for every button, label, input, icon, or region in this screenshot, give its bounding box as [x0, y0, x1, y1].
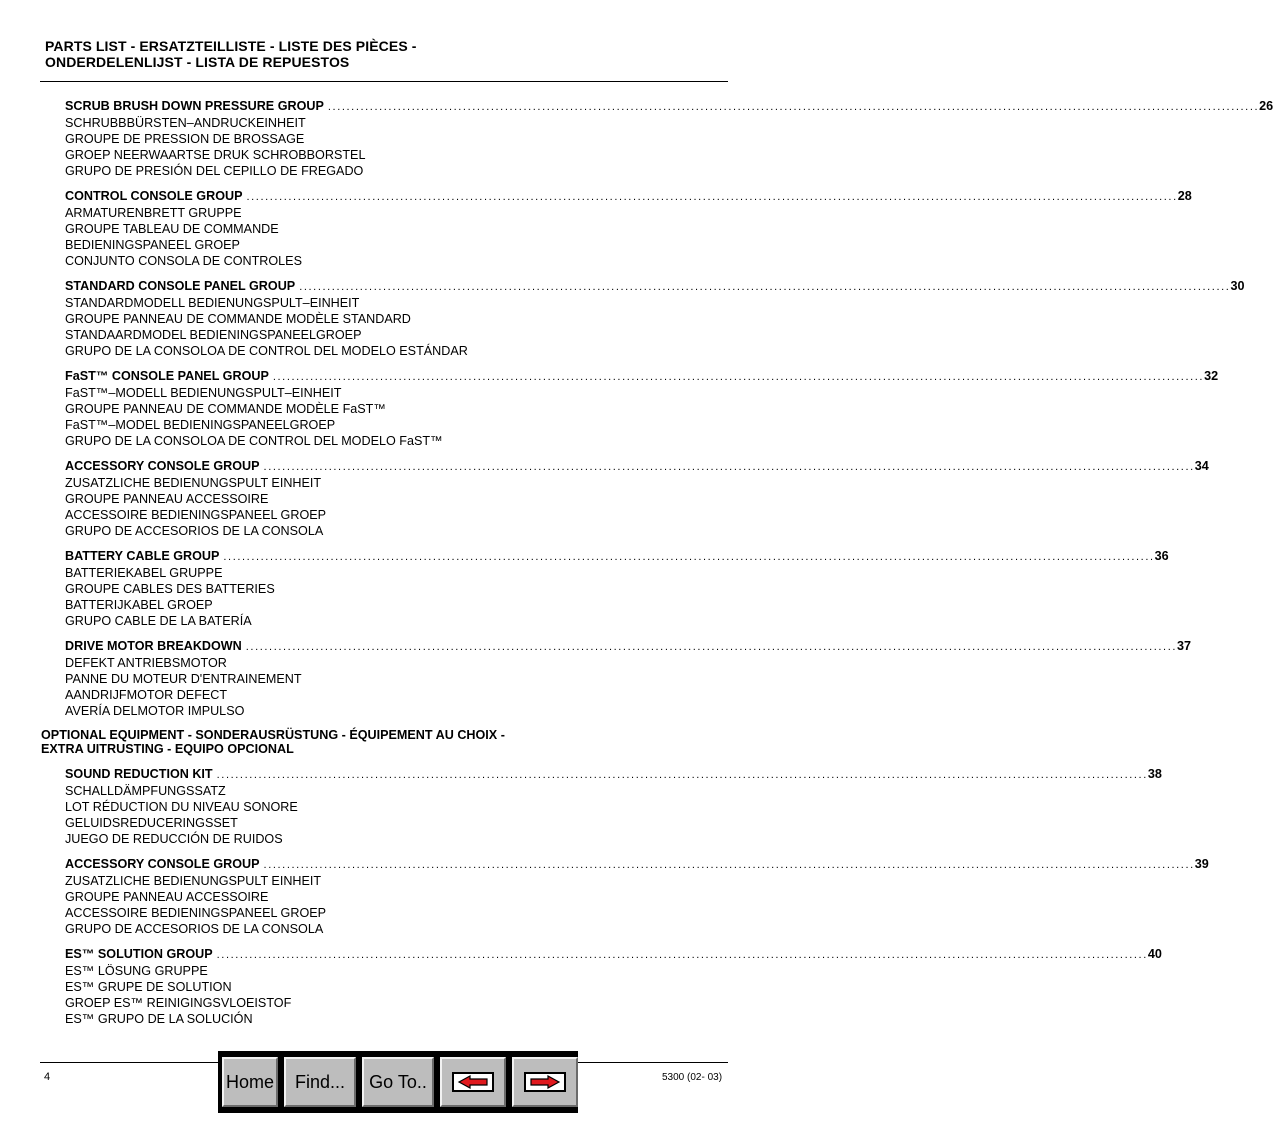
next-page-button[interactable]: [512, 1057, 578, 1107]
dot-leader: ........................................................................................................................................................................................................: [223, 551, 1155, 563]
toc-entry-translation: ES™ GRUPO DE LA SOLUCIÓN: [65, 1012, 253, 1026]
header-divider: [40, 81, 728, 82]
toc-entry-page: 26: [1259, 99, 1273, 113]
footer-divider-right: [578, 1062, 728, 1063]
toc-entry-title: SCRUB BRUSH DOWN PRESSURE GROUP: [65, 99, 324, 113]
toc-entry-title: SOUND REDUCTION KIT: [65, 767, 213, 781]
previous-page-button[interactable]: [440, 1057, 506, 1107]
toc-entry-page: 37: [1177, 639, 1192, 653]
toc-entry-page: 34: [1194, 459, 1209, 473]
toc-entry-translation: GROUPE PANNEAU DE COMMANDE MODÈLE FaST™: [65, 402, 386, 416]
toc-entry-translation: PANNE DU MOTEUR D'ENTRAINEMENT: [65, 672, 302, 686]
toc-entry-translation: FaST™–MODEL BEDIENINGSPANEELGROEP: [65, 418, 336, 432]
dot-leader: ........................................................................................................................................................................................................: [263, 859, 1195, 871]
toc-entry[interactable]: [65, 638, 1192, 719]
toc-entry-translation: GRUPO DE LA CONSOLOA DE CONTROL DEL MODELO FaST™: [65, 434, 443, 448]
toc-entry[interactable]: [65, 188, 1192, 269]
toc-entry[interactable]: [65, 278, 1245, 359]
toc-entry[interactable]: [65, 548, 1169, 629]
toc-entry-translation: CONJUNTO CONSOLA DE CONTROLES: [65, 254, 302, 268]
toc-entry-translation: ACCESSOIRE BEDIENINGSPANEEL GROEP: [65, 906, 327, 920]
section-line-2: EXTRA UITRUSTING - EQUIPO OPCIONAL: [41, 742, 294, 756]
optional-equipment-heading: [41, 728, 721, 756]
toc-entry-page: 38: [1147, 767, 1162, 781]
toc-entry-translation: JUEGO DE REDUCCIÓN DE RUIDOS: [65, 832, 283, 846]
dot-leader: ........................................................................................................................................................................................................: [216, 949, 1148, 961]
toc-entry-title: FaST™ CONSOLE PANEL GROUP: [65, 369, 269, 383]
toc-entry-translation: STANDARDMODELL BEDIENUNGSPULT–EINHEIT: [65, 296, 360, 310]
toc-entry-translation: DEFEKT ANTRIEBSMOTOR: [65, 656, 227, 670]
toc-entry-translation: GROUPE TABLEAU DE COMMANDE: [65, 222, 279, 236]
toc-entry-heading: [65, 548, 1169, 565]
toc-entry-page: 39: [1194, 857, 1209, 871]
dot-leader: ........................................................................................................................................................................................................: [216, 769, 1148, 781]
toc-entry-heading: [65, 856, 1209, 873]
document-code: 5300 (02- 03): [662, 1072, 723, 1083]
toc-entry-page: 28: [1177, 189, 1192, 203]
toc-entry-translation: ES™ LÖSUNG GRUPPE: [65, 964, 208, 978]
toc-group-main: [0, 98, 1273, 719]
toc-entry-heading: [65, 368, 1219, 385]
toc-entry-translation: ES™ GRUPE DE SOLUTION: [65, 980, 232, 994]
toc-entry-translation: SCHALLDÄMPFUNGSSATZ: [65, 784, 226, 798]
toc-entry-page: 30: [1230, 279, 1245, 293]
toc-entry-translation: ACCESSOIRE BEDIENINGSPANEEL GROEP: [65, 508, 327, 522]
arrow-left-icon: [452, 1072, 494, 1092]
toc-entry[interactable]: [65, 458, 1209, 539]
home-button[interactable]: Home: [222, 1057, 278, 1107]
toc-entry-heading: [65, 98, 1273, 115]
header-line-2: ONDERDELENLIJST - LISTA DE REPUESTOS: [45, 54, 350, 70]
toc-entry-heading: [65, 458, 1209, 475]
dot-leader: ........................................................................................................................................................................................................: [272, 371, 1205, 383]
toc-entry-title: STANDARD CONSOLE PANEL GROUP: [65, 279, 296, 293]
toc-entry-translation: GRUPO DE PRESIÓN DEL CEPILLO DE FREGADO: [65, 164, 364, 178]
toc-entry[interactable]: [65, 368, 1219, 449]
toc-entry-translation: BATTERIJKABEL GROEP: [65, 598, 213, 612]
toc-entry[interactable]: [65, 98, 1273, 179]
toc-entry-translation: GROUPE PANNEAU DE COMMANDE MODÈLE STANDARD: [65, 312, 411, 326]
dot-leader: ........................................................................................................................................................................................................: [299, 281, 1231, 293]
toc-entry-heading: [65, 766, 1162, 783]
toc-entry-translation: GROUPE DE PRESSION DE BROSSAGE: [65, 132, 305, 146]
toc-entry-translation: GROEP ES™ REINIGINGSVLOEISTOF: [65, 996, 292, 1010]
toc-entry-translation: AVERÍA DELMOTOR IMPULSO: [65, 704, 245, 718]
dot-leader: ........................................................................................................................................................................................................: [327, 101, 1260, 113]
toc-entry-page: 32: [1204, 369, 1219, 383]
dot-leader: ........................................................................................................................................................................................................: [245, 641, 1178, 653]
arrow-right-icon: [524, 1072, 566, 1092]
toc-entry-translation: ARMATURENBRETT GRUPPE: [65, 206, 242, 220]
dot-leader: ........................................................................................................................................................................................................: [246, 191, 1178, 203]
section-line-1: OPTIONAL EQUIPMENT - SONDERAUSRÜSTUNG - ÉQUIPEMENT AU CHOIX -: [41, 728, 505, 742]
navigation-toolbar: [218, 1051, 578, 1113]
toc-entry-translation: GROUPE PANNEAU ACCESSOIRE: [65, 492, 269, 506]
toc-entry-translation: ZUSATZLICHE BEDIENUNGSPULT EINHEIT: [65, 476, 322, 490]
toc-entry-translation: GROUPE CABLES DES BATTERIES: [65, 582, 275, 596]
toc-entry[interactable]: [65, 856, 1209, 937]
toc-entry[interactable]: [65, 946, 1162, 1027]
toc-entry-translation: STANDAARDMODEL BEDIENINGSPANEELGROEP: [65, 328, 362, 342]
toc-entry-page: 36: [1154, 549, 1169, 563]
header-line-1: PARTS LIST - ERSATZTEILLISTE - LISTE DES PIÈCES -: [45, 38, 417, 54]
toc-entry-translation: SCHRUBBBÜRSTEN–ANDRUCKEINHEIT: [65, 116, 306, 130]
page-number: 4: [44, 1071, 51, 1083]
toc-entry-heading: [65, 278, 1245, 295]
toc-entry-translation: BEDIENINGSPANEEL GROEP: [65, 238, 240, 252]
toc-entry-translation: LOT RÉDUCTION DU NIVEAU SONORE: [65, 800, 298, 814]
toc-entry-title: BATTERY CABLE GROUP: [65, 549, 220, 563]
toc-entry-title: CONTROL CONSOLE GROUP: [65, 189, 243, 203]
table-of-contents: [0, 98, 1273, 1036]
toc-entry-title: ACCESSORY CONSOLE GROUP: [65, 857, 260, 871]
toc-entry-title: ES™ SOLUTION GROUP: [65, 947, 213, 961]
toc-entry-translation: GRUPO DE ACCESORIOS DE LA CONSOLA: [65, 524, 324, 538]
find-button[interactable]: Find...: [284, 1057, 356, 1107]
toc-entry-heading: [65, 188, 1192, 205]
footer-divider-left: [40, 1062, 218, 1063]
toc-entry-title: DRIVE MOTOR BREAKDOWN: [65, 639, 242, 653]
toc-group-optional: [0, 766, 1209, 1027]
toc-entry-translation: FaST™–MODELL BEDIENUNGSPULT–EINHEIT: [65, 386, 342, 400]
toc-entry-translation: GROUPE PANNEAU ACCESSOIRE: [65, 890, 269, 904]
toc-entry-translation: BATTERIEKABEL GRUPPE: [65, 566, 223, 580]
toc-entry-translation: GRUPO CABLE DE LA BATERÍA: [65, 614, 252, 628]
toc-entry-translation: GRUPO DE ACCESORIOS DE LA CONSOLA: [65, 922, 324, 936]
toc-entry-translation: GELUIDSREDUCERINGSSET: [65, 816, 238, 830]
toc-entry-page: 40: [1147, 947, 1162, 961]
toc-entry-translation: GROEP NEERWAARTSE DRUK SCHROBBORSTEL: [65, 148, 366, 162]
toc-entry-translation: GRUPO DE LA CONSOLOA DE CONTROL DEL MODELO ESTÁNDAR: [65, 344, 468, 358]
toc-entry-heading: [65, 946, 1162, 963]
toc-entry-title: ACCESSORY CONSOLE GROUP: [65, 459, 260, 473]
toc-entry[interactable]: [65, 766, 1162, 847]
page-header: [45, 38, 417, 70]
dot-leader: ........................................................................................................................................................................................................: [263, 461, 1195, 473]
toc-entry-heading: [65, 638, 1192, 655]
goto-button[interactable]: Go To..: [362, 1057, 434, 1107]
toc-entry-translation: ZUSATZLICHE BEDIENUNGSPULT EINHEIT: [65, 874, 322, 888]
toc-entry-translation: AANDRIJFMOTOR DEFECT: [65, 688, 228, 702]
